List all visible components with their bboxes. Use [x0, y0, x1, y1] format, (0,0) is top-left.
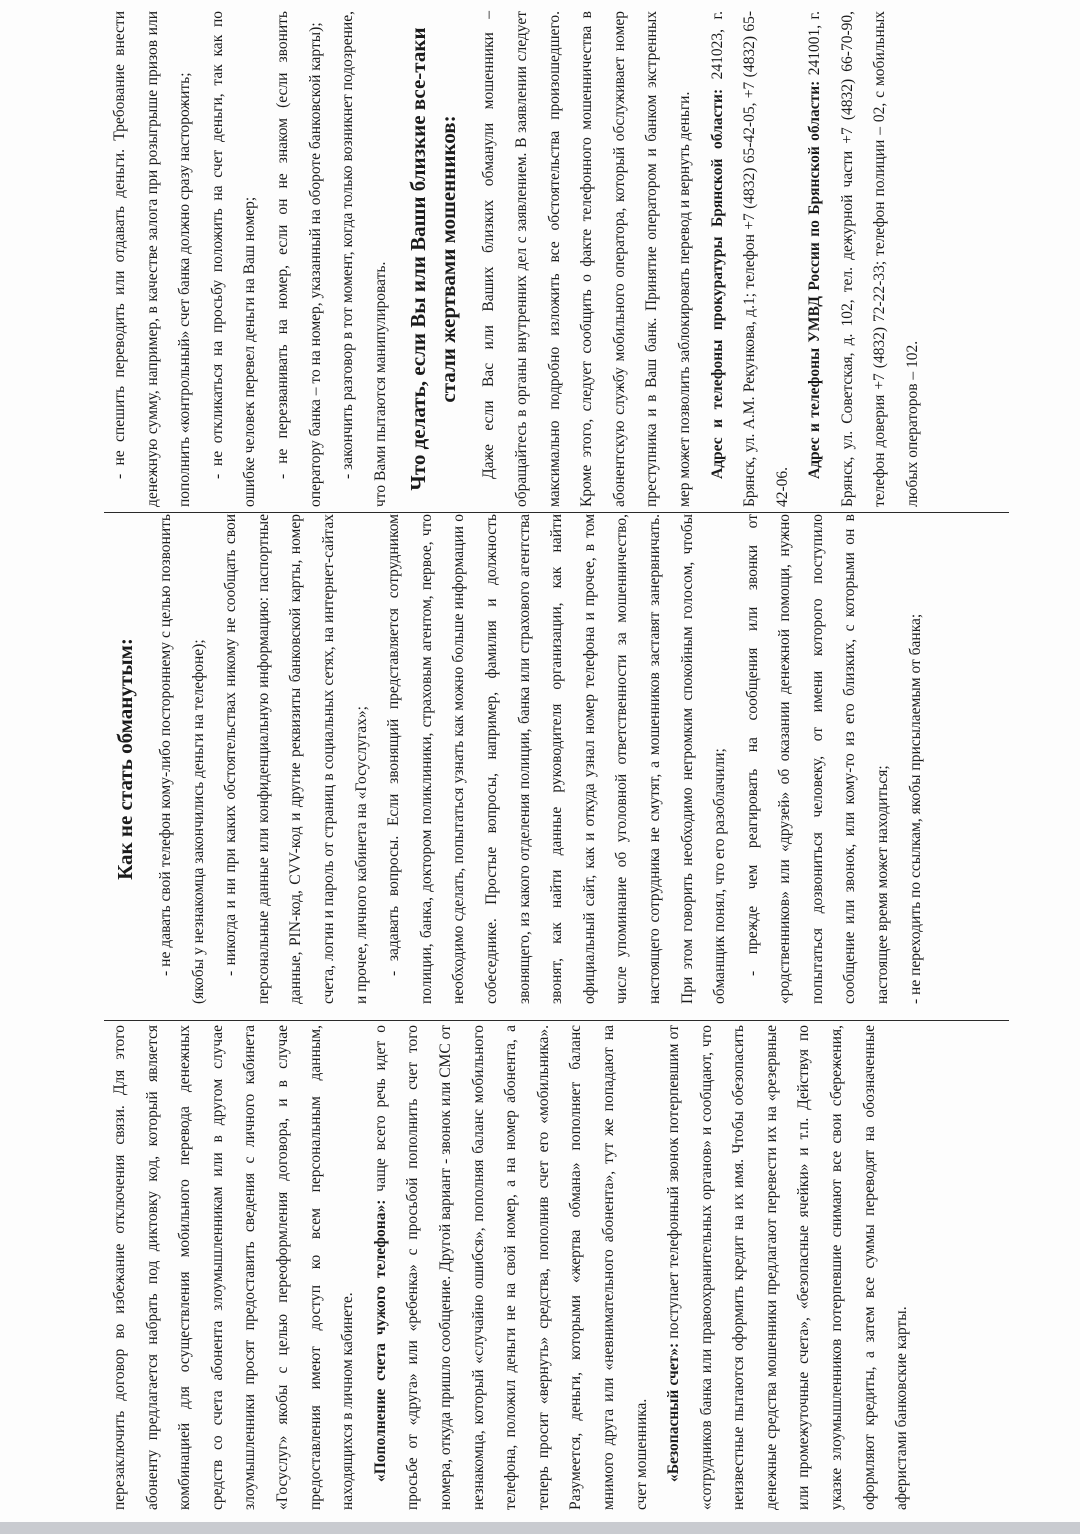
phone-topup-text: чаще всего речь идет о просьбе от «друга» или «ребенка» с просьбой пополнить счет того номера, откуда пришло сообщение. Другой вариант - звонок или СМС от незнакомца, который «случайно ошибся», пополняя баланс мобильного телефона, положил деньги не на свой номер, а на номер абонента, а теперь просит «вернуть» средства, пополнив счет его «мобильника». Разумеется, деньги, которыми «жертва обмана» пополняет баланс мнимого друга или «невнимательного абонента», тут же попадают на счет мошенника.	[371, 1025, 650, 1510]
column-divider-2	[104, 512, 1009, 513]
paragraph-safe-account	[658, 1025, 919, 1510]
advice-item: - не спешить переводить или отдавать деньги. Требование внести денежную сумму, например, в качестве залога при розыгрыше призов или пополнить «контрольный» счет банка должно сразу насторожить;	[111, 11, 194, 507]
advice-item: - никогда и ни при каких обстоятельствах никому не сообщать свои персональные данные или конфиденциальную информацию: паспортные данные, PIN-код, CVV-код и другие реквизиты банковской карты, номер счета, логин и пароль от страниц в социальных сетях, на интернет-сайтах и прочее, личного кабинета на «Госуслугах»;	[222, 514, 370, 1004]
prosecutor-contacts-heading: Адрес и телефоны прокуратуры Брянской области:	[708, 88, 726, 479]
paragraph-contract: перезаключить договор во избежание отключения связи. Для этого абоненту предлагается набрать под диктовку код, который является комбинацией для осуществления мобильного перевода денежных средств со счета абонента злоумышленникам или в другом случае злоумышленники просят предоставить сведения с личного кабинета «Госуслуг» якобы с целью переоформления договора, и в случае предоставления имеют доступ ко всем персональным данным, находящихся в личном кабинете.	[111, 1025, 357, 1510]
advice-item: - не перезванивать на номер, если он не знаком (если звонить оператору банка – то на номер, указанный на обороте банковской карты);	[273, 11, 324, 507]
scan-edge	[0, 1522, 1080, 1534]
advice-item: - задавать вопросы. Если звонящий представляется сотрудником полиции, банка, доктором поликлиники, страховым агентом, первое, что необходимо сделать, попытаться узнать как можно больше информации о собеседнике. Простые вопросы, например, фамилия и должность звонящего, из какого отделения полиции, банка или страхового агентства звонят, как найти данные руководителя организации, как найти официальный сайт, как и откуда узнал номер телефона и прочее, в том числе упоминание об уголовной ответственности за мошенничество, настоящего сотрудника не смутят, а мошенников заставят занервничать. При этом говорить необходимо негромким спокойным голосом, чтобы обманщик понял, что его разоблачили;	[385, 514, 729, 1004]
advice-item: - не переходить по ссылкам, якобы присылаемым от банка;	[906, 613, 924, 1004]
paragraph-phone-topup	[365, 1025, 658, 1510]
police-contacts-heading: Адрес и телефоны УМВД России по Брянской области:	[806, 80, 824, 479]
safe-account-text: поступает телефонный звонок потерпевшим от «сотрудников банка или правоохранительных органов» и сообщают, что неизвестные пытаются оформить кредит на их имя. Чтобы обезопасить денежные средства мошенники предлагают перевести их на «резервные или промежуточные счета», «безопасные ячейки» и т.п. Действуя по указке злоумышленников потерпевшие снимают все свои сбережения, оформляют кредиты, а затем все суммы переводят на обозначенные аферистами банковские карты.	[665, 1025, 911, 1510]
column-divider-1	[104, 1020, 1009, 1021]
police-contacts-text: 241001, г. Брянск, ул. Советская, д. 102, тел. дежурной части +7 (4832) 66-70-90, телефон доверия +7 (4832) 72-22-33; телефон полиции – 02, с мобильных любых операторов – 102.	[806, 10, 922, 507]
safe-account-heading: «Безопасный счет»:	[665, 1342, 683, 1482]
column-2	[104, 514, 932, 1004]
heading-what-to-do: Что делать, если Вы или Ваши близкие все-таки стали жертвами мошенников:	[406, 27, 461, 491]
advice-item: - прежде чем реагировать на сообщения или звонки от «родственников» или «друзей» об оказании денежной помощи, нужно попытаться дозвониться человеку, от имени которого поступило сообщение или звонок, или кому-то из его близких, с которыми он в настоящее время может находиться;	[743, 514, 892, 1004]
column-3	[104, 11, 930, 507]
column-1	[104, 1025, 919, 1510]
heading-how-not-to-be-deceived: Как не стать обманутым:	[113, 638, 137, 880]
phone-topup-heading: «Пополнение счета чужого телефона»:	[371, 1199, 389, 1482]
advice-item: - закончить разговор в тот момент, когда только возникнет подозрение, что Вами пытаются манипулировать.	[339, 11, 389, 507]
prosecutor-contacts	[702, 11, 800, 507]
advice-item: - не давать свой телефон кому-либо постороннему с целью позвонить (якобы у незнакомца закончились деньги на телефоне);	[157, 514, 207, 1004]
advice-item: - не откликаться на просьбу положить на счет деньги, так как по ошибке человек перевел деньги на Ваш номер;	[208, 11, 259, 507]
police-contacts	[799, 11, 929, 507]
paragraph-what-to-do: Даже если Вас или Ваших близких обманули мошенники – обращайтесь в органы внутренних дел с заявлением. В заявлении следует максимально подробно изложить все обстоятельства произошедшего. Кроме этого, следует сообщить о факте телефонного мошенничества в абонентскую службу мобильного оператора, который обслуживает номер преступника и в Ваш банк. Принятие оператором и банком экстренных мер может позволить заблокировать перевод и вернуть деньги.	[480, 11, 693, 507]
prosecutor-contacts-text: 241023, г. Брянск, ул. А.М. Рекункова, д.1; телефон +7 (4832) 65-42-05, +7 (4832) 65-42-06.	[708, 11, 791, 507]
